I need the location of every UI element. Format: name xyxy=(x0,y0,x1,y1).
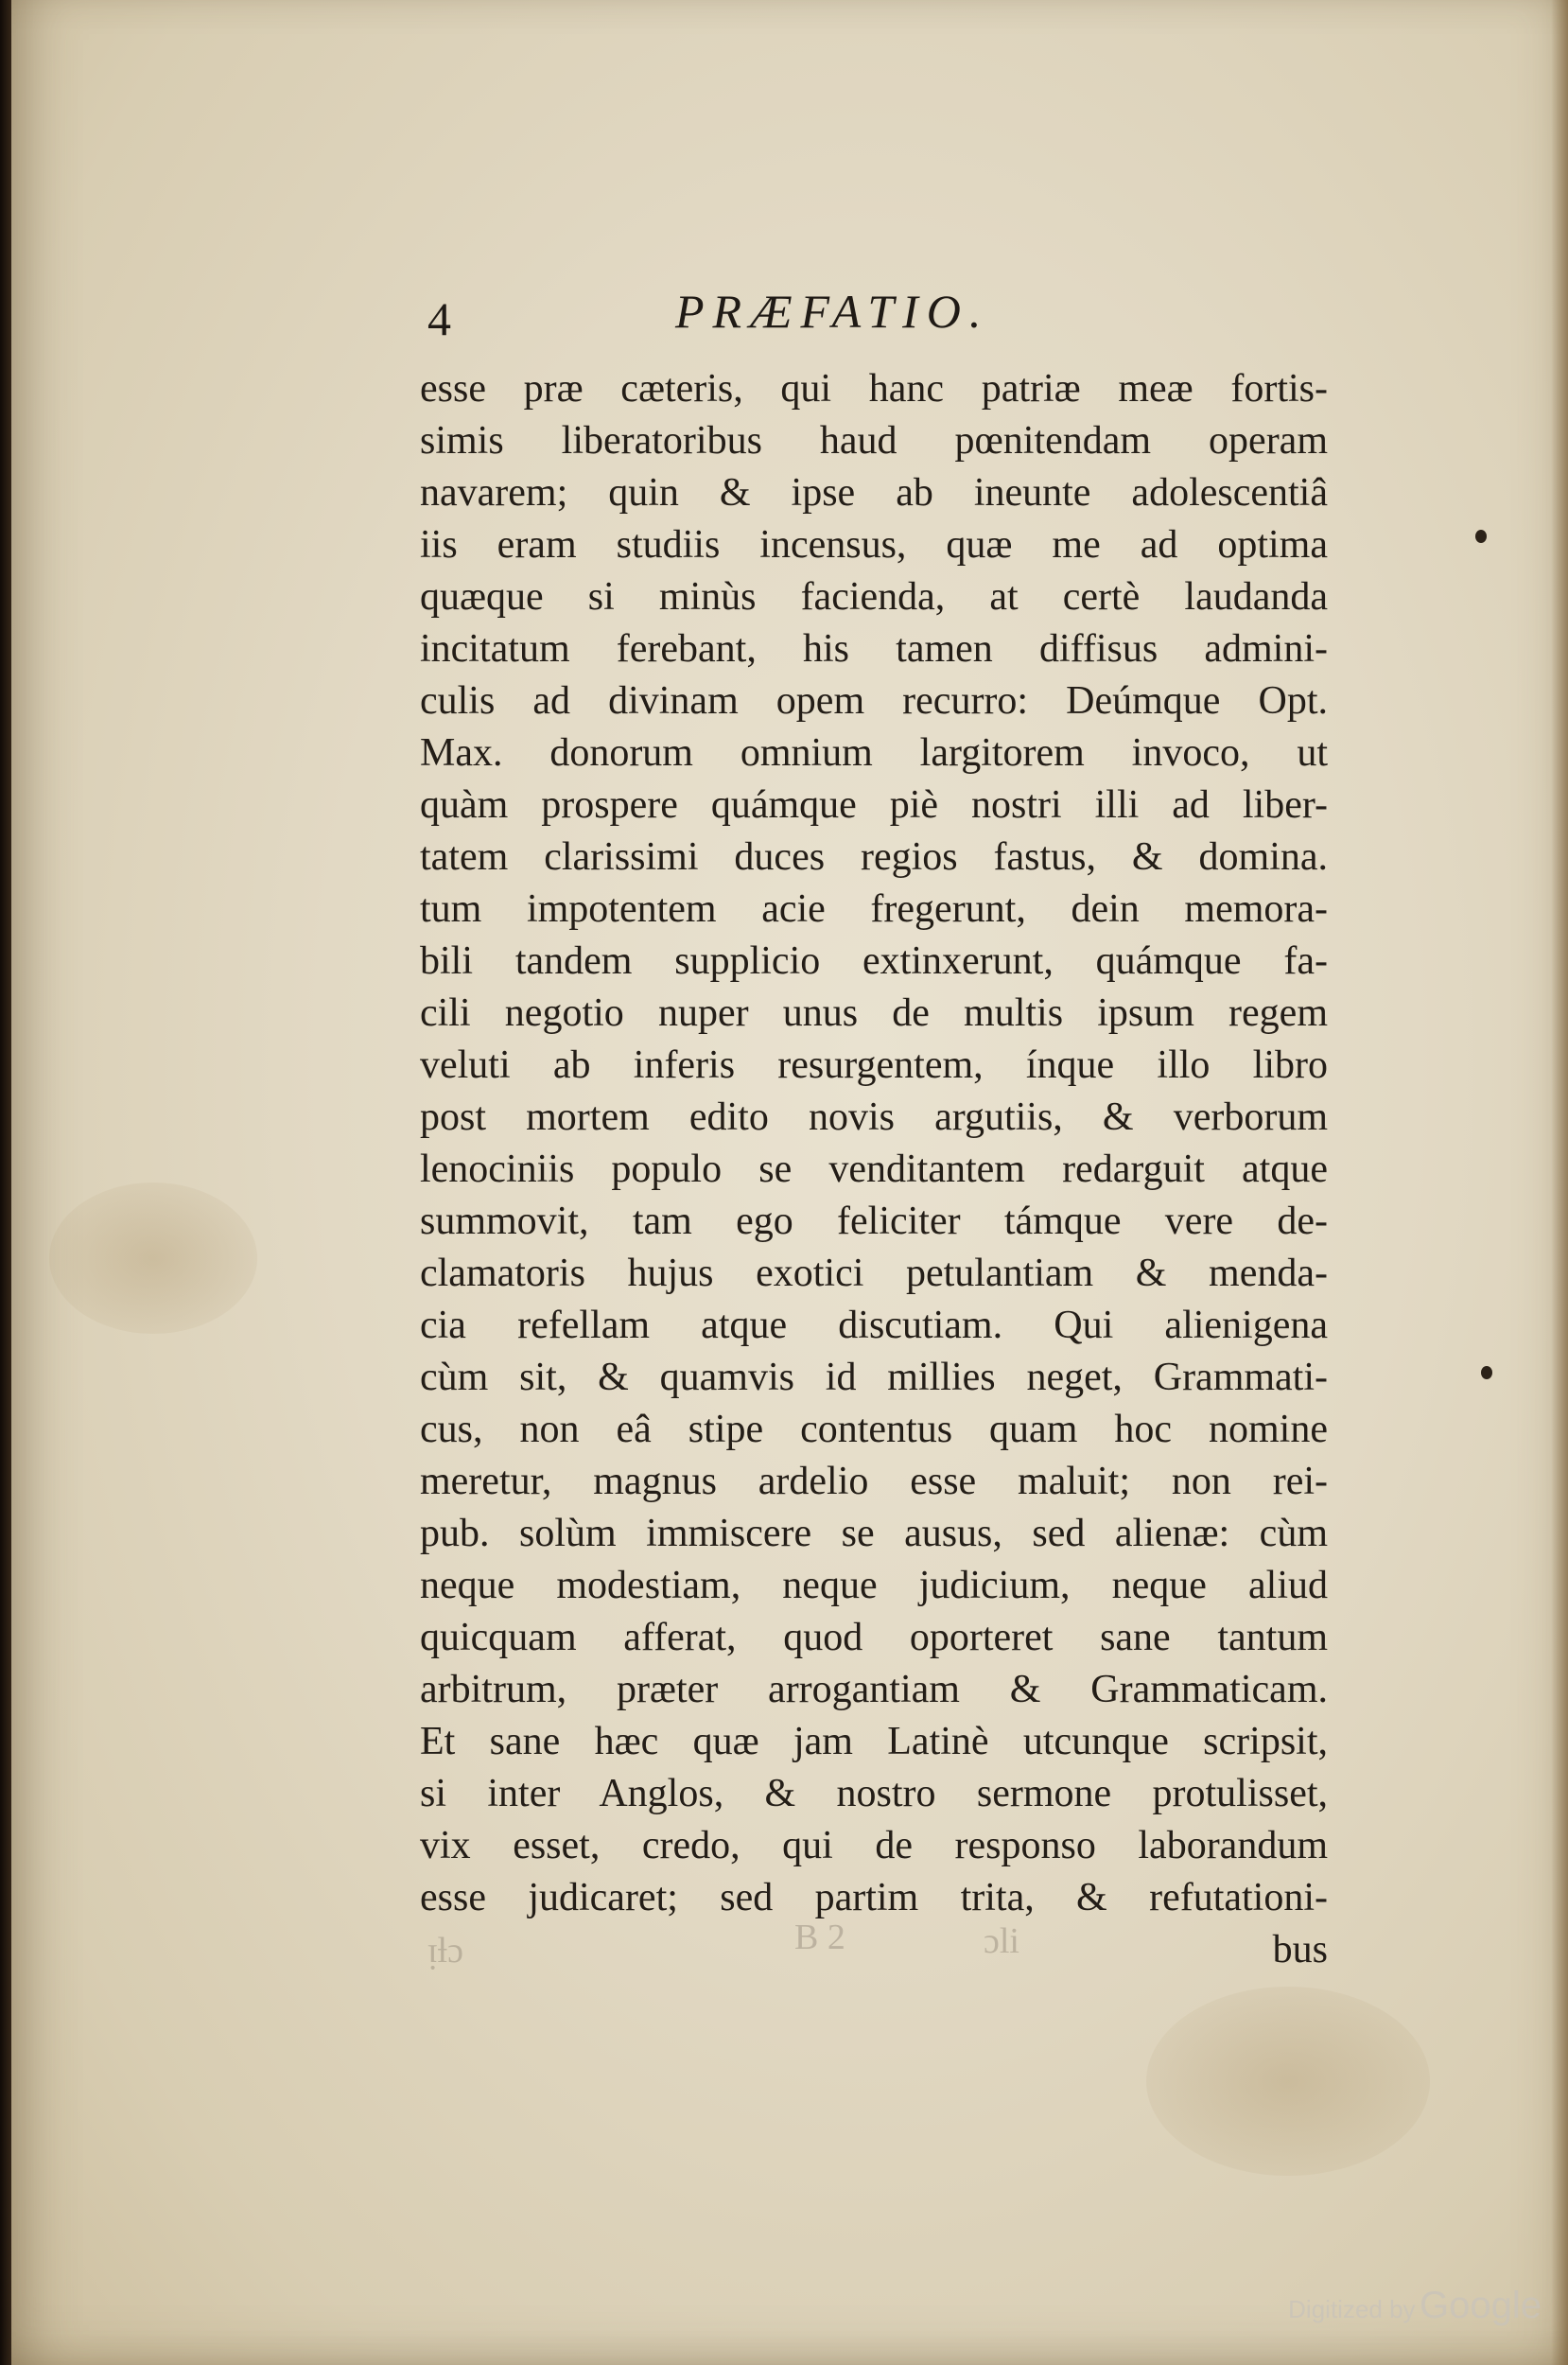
text-line: quàm prospere quámque piè nostri illi ad liber- xyxy=(420,783,1328,827)
bleed-through-text xyxy=(416,1911,1324,1971)
text-line: iis eram studiis incensus, quæ me ad optima xyxy=(420,523,1328,567)
text-line: culis ad divinam opem recurro: Deúmque Opt. xyxy=(420,679,1328,723)
ink-speck xyxy=(1475,530,1487,543)
text-line: clamatoris hujus exotici petulantiam & menda- xyxy=(420,1252,1328,1295)
text-line: esse præ cæteris, qui hanc patriæ meæ fortis- xyxy=(420,367,1328,411)
running-title: PRÆFATIO. xyxy=(675,285,990,338)
text-line: pub. solùm immiscere se ausus, sed alienæ: cùm xyxy=(420,1512,1328,1555)
text-line: quicquam afferat, quod oporteret sane tantum xyxy=(420,1616,1328,1659)
text-line: Max. donorum omnium largitorem invoco, ut xyxy=(420,731,1328,775)
text-line: lenociniis populo se venditantem redarguit atque xyxy=(420,1147,1328,1191)
text-line: quæque si minùs facienda, at certè laudanda xyxy=(420,575,1328,619)
text-line: cus, non eâ stipe contentus quam hoc nomine xyxy=(420,1408,1328,1451)
text-line: vix esset, credo, qui de responso laborandum xyxy=(420,1824,1328,1867)
text-line: cili negotio nuper unus de multis ipsum regem xyxy=(420,991,1328,1035)
bleed-through-fragment: ɔli xyxy=(984,1921,1019,1961)
text-line: Et sane hæc quæ jam Latinè utcunque scripsit, xyxy=(420,1720,1328,1763)
watermark-prefix: Digitized by xyxy=(1288,2295,1416,2323)
text-line: arbitrum, præter arrogantiam & Grammaticam. xyxy=(420,1668,1328,1711)
page-number: 4 xyxy=(427,292,451,345)
text-line: bili tandem supplicio extinxerunt, quámque fa- xyxy=(420,939,1328,983)
bleed-through-fragment: B 2 xyxy=(794,1918,845,1957)
paper-stain xyxy=(49,1182,257,1334)
paper-stain xyxy=(1146,1987,1430,2176)
text-line: tatem clarissimi duces regios fastus, & domina. xyxy=(420,835,1328,879)
page-header xyxy=(427,280,1335,356)
catchword: bus xyxy=(1272,1928,1328,1971)
bleed-through-fragment: ᴉƚɔ xyxy=(427,1931,463,1971)
text-line: navarem; quin & ipse ab ineunte adolescentiâ xyxy=(420,471,1328,515)
ink-speck xyxy=(1481,1366,1492,1379)
text-line: neque modestiam, neque judicium, neque aliud xyxy=(420,1564,1328,1607)
body-text xyxy=(420,363,1328,1976)
text-line: tum impotentem acie fregerunt, dein memora- xyxy=(420,887,1328,931)
text-line: meretur, magnus ardelio esse maluit; non rei- xyxy=(420,1460,1328,1503)
text-line: si inter Anglos, & nostro sermone protulisset, xyxy=(420,1772,1328,1815)
text-line: veluti ab inferis resurgentem, ínque illo libro xyxy=(420,1043,1328,1087)
text-line: incitatum ferebant, his tamen diffisus admini- xyxy=(420,627,1328,671)
text-line: post mortem edito novis argutiis, & verborum xyxy=(420,1095,1328,1139)
text-line: cùm sit, & quamvis id millies neget, Grammati- xyxy=(420,1356,1328,1399)
text-line: simis liberatoribus haud pœnitendam operam xyxy=(420,419,1328,463)
text-line: cia refellam atque discutiam. Qui alienigena xyxy=(420,1304,1328,1347)
watermark-brand: Google xyxy=(1420,2285,1542,2326)
page-right-edge xyxy=(1551,0,1568,2365)
text-line: summovit, tam ego feliciter támque vere de- xyxy=(420,1200,1328,1243)
text-line: esse judicaret; sed partim trita, & refutationi- xyxy=(420,1876,1328,1919)
digitization-watermark xyxy=(1258,2285,1542,2327)
